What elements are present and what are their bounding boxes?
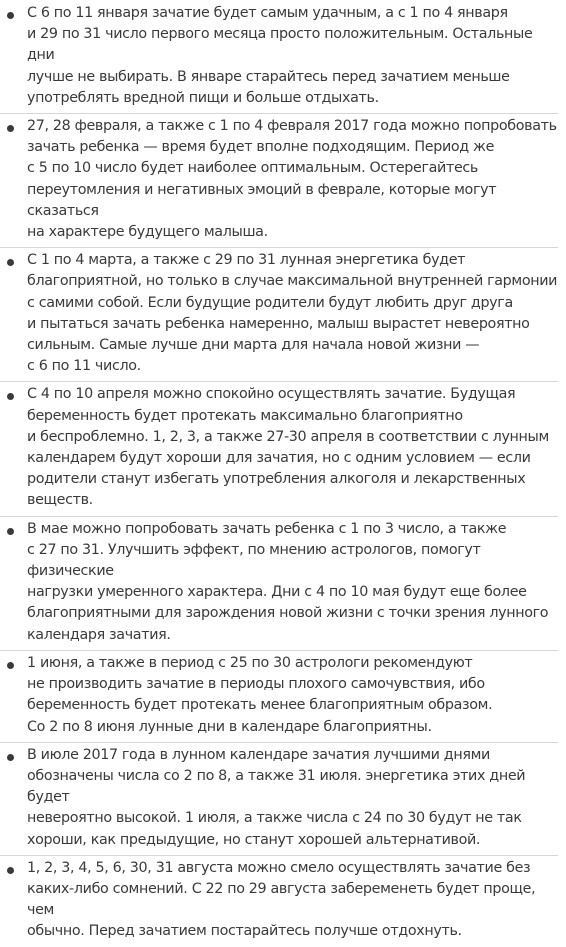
bullet-icon (7, 125, 14, 132)
list-item-text: В мае можно попробовать зачать ребенка с 1 по 3 число, а также с 27 по 31. Улучшить эффект, по мнению астрологов, помогут физические нагрузки умеренного характера. Дни с 4 по 10 мая будут еще более благоприятными для зарождения новой жизни с точки зрения лунного календаря зачатия. (27, 520, 549, 643)
bullet-icon (7, 393, 14, 400)
bullet-icon (7, 259, 14, 266)
bullet-icon (7, 867, 14, 874)
list-item-april (0, 382, 558, 516)
list-item-february (0, 114, 558, 248)
bullet-icon (7, 662, 14, 669)
list-item-june (0, 651, 558, 743)
list-item-text: 1 июня, а также в период с 25 по 30 астрологи рекомендуют не производить зачатие в периоды плохого самочувствия, ибо беременность будет протекать менее благоприятным образом. Со 2 по 8 июня лунные дни в календаре благоприятны. (27, 654, 493, 735)
list-item-text: 27, 28 февраля, а также с 1 по 4 февраля 2017 года можно попробовать зачать ребенка — время будет вполне подходящим. Период же с 5 по 10 число будет наиболее оптимальным. Остерегайтесь переутомления и негативных эмоций в феврале, которые могут сказаться на характере будущего малыша. (27, 118, 557, 241)
list-item-may (0, 517, 558, 651)
list-item-text: С 1 по 4 марта, а также с 29 по 31 лунная энергетика будет благоприятной, но только в случае максимальной внутренней гармонии с самими собой. Если будущие родители будут любить друг друга и пытаться зачать ребенка намеренно, малыш вырастет невероятно сильным. Самые лучше дни марта для начала новой жизни — с 6 по 11 число. (27, 252, 558, 375)
list-item-march (0, 248, 558, 382)
bullet-icon (7, 528, 14, 535)
list-item-text: 1, 2, 3, 4, 5, 6, 30, 31 августа можно смело осуществлять зачатие без каких-либо сомнений. С 22 по 29 августа забеременеть будет проще, чем обычно. Перед зачатием постарайтесь получше отдохнуть. (27, 859, 536, 940)
bullet-icon (7, 12, 14, 19)
month-list (0, 1, 558, 947)
list-item-august (0, 856, 558, 947)
bullet-icon (7, 754, 14, 761)
list-item-january (0, 1, 558, 114)
list-item-text: С 4 по 10 апреля можно спокойно осуществлять зачатие. Будущая беременность будет протекать максимально благоприятно и беспроблемно. 1, 2, 3, а также 27-30 апреля в соответствии с лунным календарем будут хороши для зачатия, но с одним условием — если родители станут избегать употребления алкоголя и лекарственных веществ. (27, 386, 549, 509)
list-item-text: В июле 2017 года в лунном календаре зачатия лучшими днями обозначены числа со 2 по 8, а также 31 июля. энергетика этих дней будет невероятно высокой. 1 июля, а также числа с 24 по 30 будут не так хороши, как предыдущие, но станут хорошей альтернативой. (27, 746, 526, 848)
list-item-july (0, 743, 558, 856)
list-item-text: С 6 по 11 января зачатие будет самым удачным, а с 1 по 4 января и 29 по 31 число первого месяца просто положительным. Остальные дни лучше не выбирать. В январе старайтесь перед зачатием меньше употреблять вредной пищи и больше отдыхать. (27, 5, 533, 106)
